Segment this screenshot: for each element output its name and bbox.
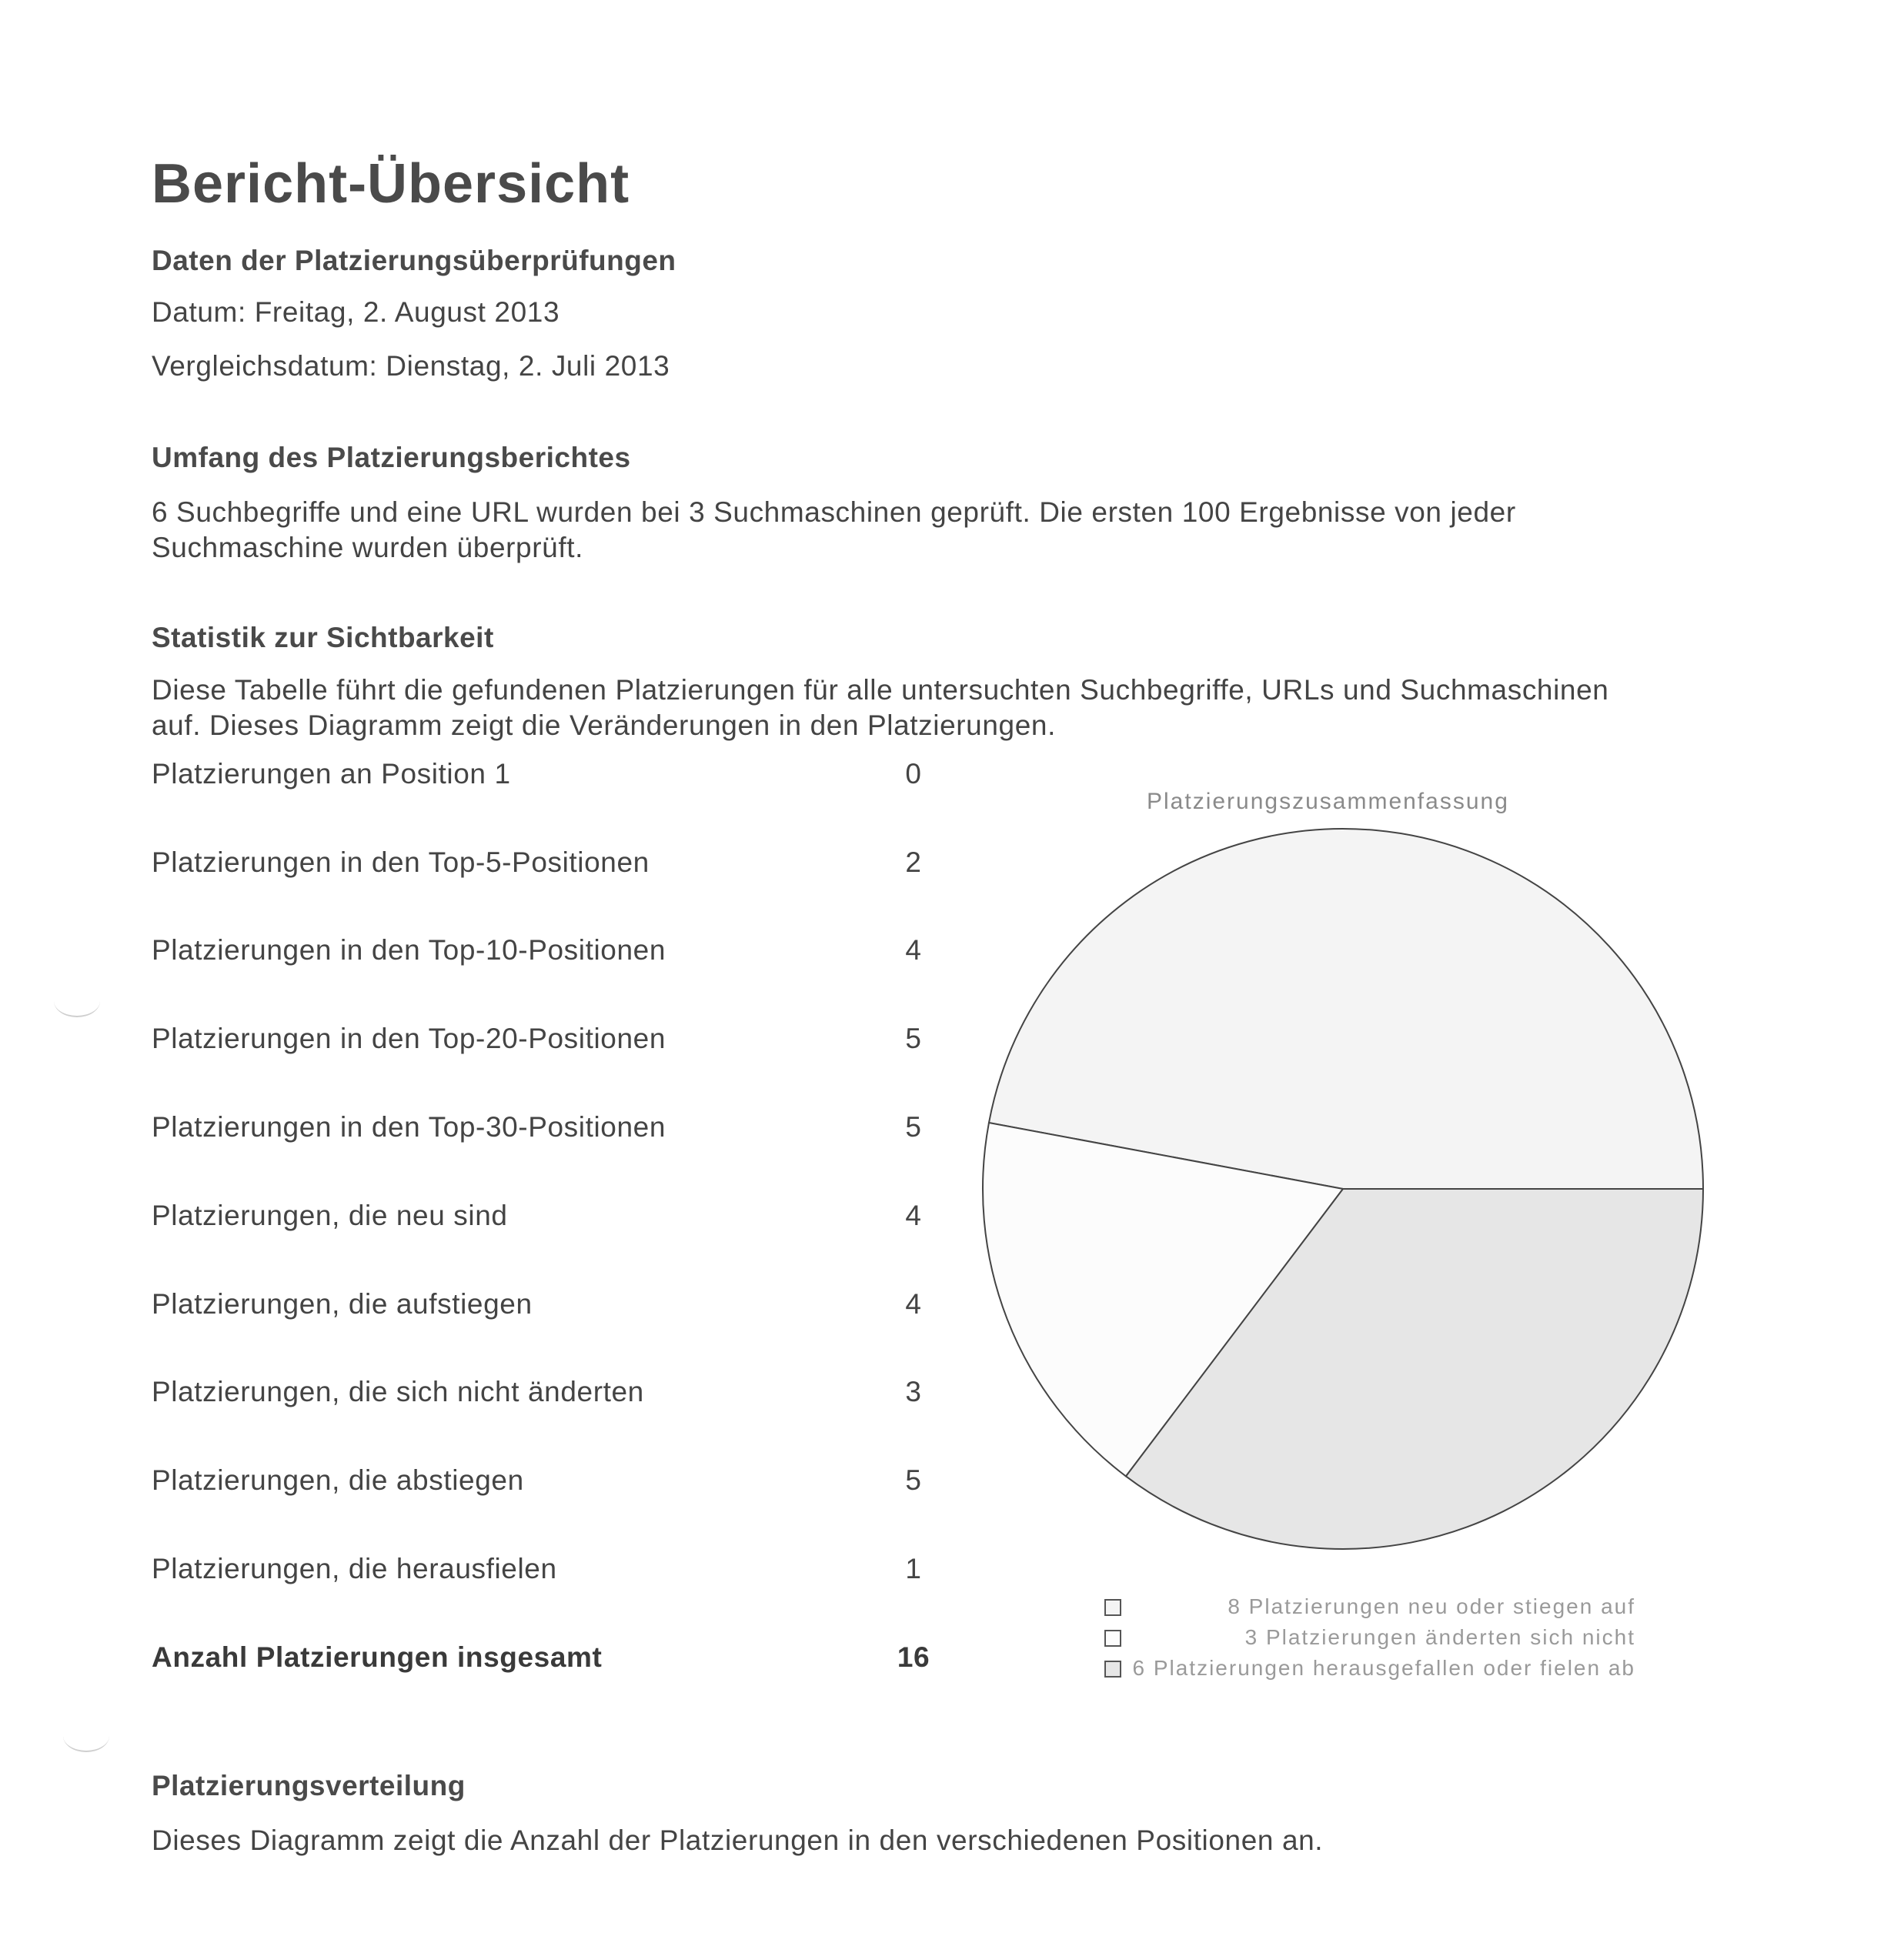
stat-label: Platzierungen, die sich nicht änderten	[152, 1376, 644, 1407]
stat-row	[152, 1553, 952, 1599]
punch-hole-mark	[54, 985, 100, 1017]
pie-slice	[989, 829, 1703, 1189]
punch-hole-mark	[63, 1720, 109, 1752]
page-title: Bericht-Übersicht	[152, 153, 630, 215]
stat-row	[152, 1111, 952, 1157]
stat-value: 5	[905, 1464, 922, 1496]
stat-value: 4	[905, 1288, 922, 1320]
legend-swatch	[1104, 1661, 1121, 1678]
legend-item	[1104, 1654, 1635, 1685]
stat-label: Platzierungen in den Top-10-Positionen	[152, 934, 666, 966]
scope-text-line-1: 6 Suchbegriffe und eine URL wurden bei 3 Suchmaschinen geprüft. Die ersten 100 Ergebnisse von jeder	[152, 496, 1516, 528]
stat-value: 5	[905, 1111, 922, 1143]
chart-legend	[1104, 1593, 1635, 1685]
stat-row	[152, 934, 952, 980]
legend-label: 3 Platzierungen änderten sich nicht	[1244, 1625, 1635, 1649]
stat-total-row	[152, 1641, 952, 1688]
stat-row	[152, 1200, 952, 1246]
stat-label: Platzierungen, die abstiegen	[152, 1464, 524, 1496]
report-date: Datum: Freitag, 2. August 2013	[152, 296, 560, 328]
chart-title: Platzierungszusammenfassung	[1147, 789, 1509, 814]
distribution-text: Dieses Diagramm zeigt die Anzahl der Platzierungen in den verschiedenen Positionen an.	[152, 1824, 1324, 1856]
stat-total-label: Anzahl Platzierungen insgesamt	[152, 1641, 603, 1673]
stat-label: Platzierungen an Position 1	[152, 758, 511, 790]
check-data-heading: Daten der Platzierungsüberprüfungen	[152, 245, 676, 276]
stat-row	[152, 1023, 952, 1069]
legend-item	[1104, 1593, 1635, 1624]
visibility-text-line-2: auf. Dieses Diagramm zeigt die Veränderungen in den Platzierungen.	[152, 709, 1056, 741]
stat-value: 0	[905, 758, 922, 790]
stat-value: 5	[905, 1023, 922, 1054]
stat-row	[152, 758, 952, 804]
legend-label: 6 Platzierungen herausgefallen oder fielen ab	[1132, 1656, 1635, 1680]
scope-text-line-2: Suchmaschine wurden überprüft.	[152, 532, 583, 563]
distribution-heading: Platzierungsverteilung	[152, 1770, 466, 1801]
stat-total-value: 16	[897, 1641, 930, 1673]
stat-value: 4	[905, 934, 922, 966]
comparison-date: Vergleichsdatum: Dienstag, 2. Juli 2013	[152, 350, 670, 382]
stat-value: 1	[905, 1553, 922, 1584]
visibility-text-line-1: Diese Tabelle führt die gefundenen Platzierungen für alle untersuchten Suchbegriffe, URLs und Suchmaschinen	[152, 674, 1609, 706]
scope-heading: Umfang des Platzierungsberichtes	[152, 442, 631, 473]
stat-label: Platzierungen in den Top-30-Positionen	[152, 1111, 666, 1143]
stat-value: 2	[905, 846, 922, 878]
legend-swatch	[1104, 1599, 1121, 1616]
stat-label: Platzierungen, die aufstiegen	[152, 1288, 533, 1320]
visibility-heading: Statistik zur Sichtbarkeit	[152, 622, 494, 653]
stat-row	[152, 846, 952, 893]
stat-row	[152, 1376, 952, 1422]
legend-label: 8 Platzierungen neu oder stiegen auf	[1228, 1594, 1635, 1618]
placement-summary-pie-chart	[970, 816, 1716, 1562]
stat-value: 3	[905, 1376, 922, 1407]
stat-row	[152, 1464, 952, 1511]
legend-swatch	[1104, 1630, 1121, 1647]
legend-item	[1104, 1624, 1635, 1654]
stat-value: 4	[905, 1200, 922, 1231]
stat-row	[152, 1288, 952, 1334]
stat-label: Platzierungen in den Top-20-Positionen	[152, 1023, 666, 1054]
stat-label: Platzierungen, die neu sind	[152, 1200, 508, 1231]
stat-label: Platzierungen in den Top-5-Positionen	[152, 846, 650, 878]
stat-label: Platzierungen, die herausfielen	[152, 1553, 557, 1584]
